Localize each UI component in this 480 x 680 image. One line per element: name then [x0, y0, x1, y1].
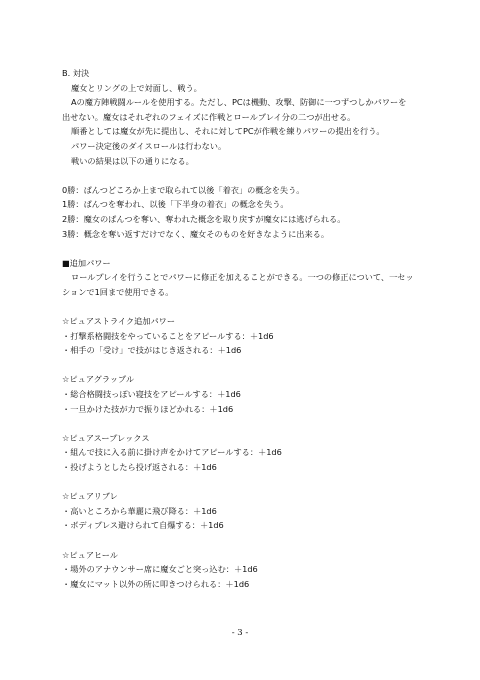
power-item: ・ボディプレス避けられて自爆する：＋1d6 — [62, 520, 224, 531]
power-item: ・組んで技に入る前に掛け声をかけてアピールする：＋1d6 — [62, 447, 282, 458]
page-content — [62, 66, 432, 591]
section-b-line: 戦いの結果は以下の通りになる。 — [71, 155, 194, 166]
power-title: ☆ピュアストライク追加パワー — [62, 316, 176, 327]
result-line: 3勝：概念を奪い返すだけでなく、魔女そのものを好きなように出来る。 — [62, 228, 330, 239]
power-title: ☆ピュアグラップル — [62, 374, 135, 385]
power-title: ☆ピュアヒール — [62, 549, 118, 560]
power-item: ・相手の「受け」で技がはじき返される：＋1d6 — [62, 345, 242, 356]
section-b-line: Aの魔方陣戦闘ルールを使用する。ただし、PCは機動、攻撃、防御に一つずつしかパワーを — [71, 97, 407, 108]
section-b-line: 順番としては魔女が先に提出し、それに対してPCが作戦を練りパワーの提出を行う。 — [71, 126, 385, 137]
power-item: ・高いところから華麗に飛び降る：＋1d6 — [62, 505, 217, 516]
power-item: ・場外のアナウンサー席に魔女ごと突っ込む：＋1d6 — [62, 564, 258, 575]
section-b-line: パワー決定後のダイスロールは行わない。 — [71, 140, 227, 151]
power-title: ☆ピュアリブレ — [62, 491, 118, 502]
result-line: 1勝：ぱんつを奪われ、以後「下半身の着衣」の概念を失う。 — [62, 199, 289, 210]
power-title: ☆ピュアスープレックス — [62, 432, 150, 443]
page-number: - 3 - — [231, 628, 249, 638]
result-line: 0勝：ぱんつどころか上まで取られて以後「着衣」の概念を失う。 — [62, 184, 305, 195]
power-item: ・一旦かけた技が力で振りほどかれる：＋1d6 — [62, 403, 234, 414]
additional-power-line: ションで1回まで使用できる。 — [62, 286, 174, 297]
additional-power-heading: ■追加パワー — [62, 257, 111, 268]
power-item: ・総合格闘技っぽい寝技をアピールする：＋1d6 — [62, 389, 241, 400]
power-item: ・魔女にマット以外の所に叩きつけられる：＋1d6 — [62, 578, 250, 589]
result-line: 2勝：魔女のぱんつを奪い、奪われた概念を取り戻すが魔女には逃げられる。 — [62, 213, 346, 224]
section-b-line: 出せない。魔女はそれぞれのフェイズに作戦とロールプレイ分の二つが出せる。 — [62, 111, 356, 122]
power-item: ・投げようとしたら投げ返される：＋1d6 — [62, 462, 217, 473]
additional-power-line: ロールプレイを行うことでパワーに修正を加えることができる。一つの修正について、一セッ — [71, 272, 414, 283]
power-item: ・打撃系格闘技をやっていることをアピールする：＋1d6 — [62, 330, 274, 341]
section-b-line: 魔女とリングの上で対面し、戦う。 — [71, 82, 202, 93]
section-b-heading: B. 対決 — [62, 68, 90, 78]
